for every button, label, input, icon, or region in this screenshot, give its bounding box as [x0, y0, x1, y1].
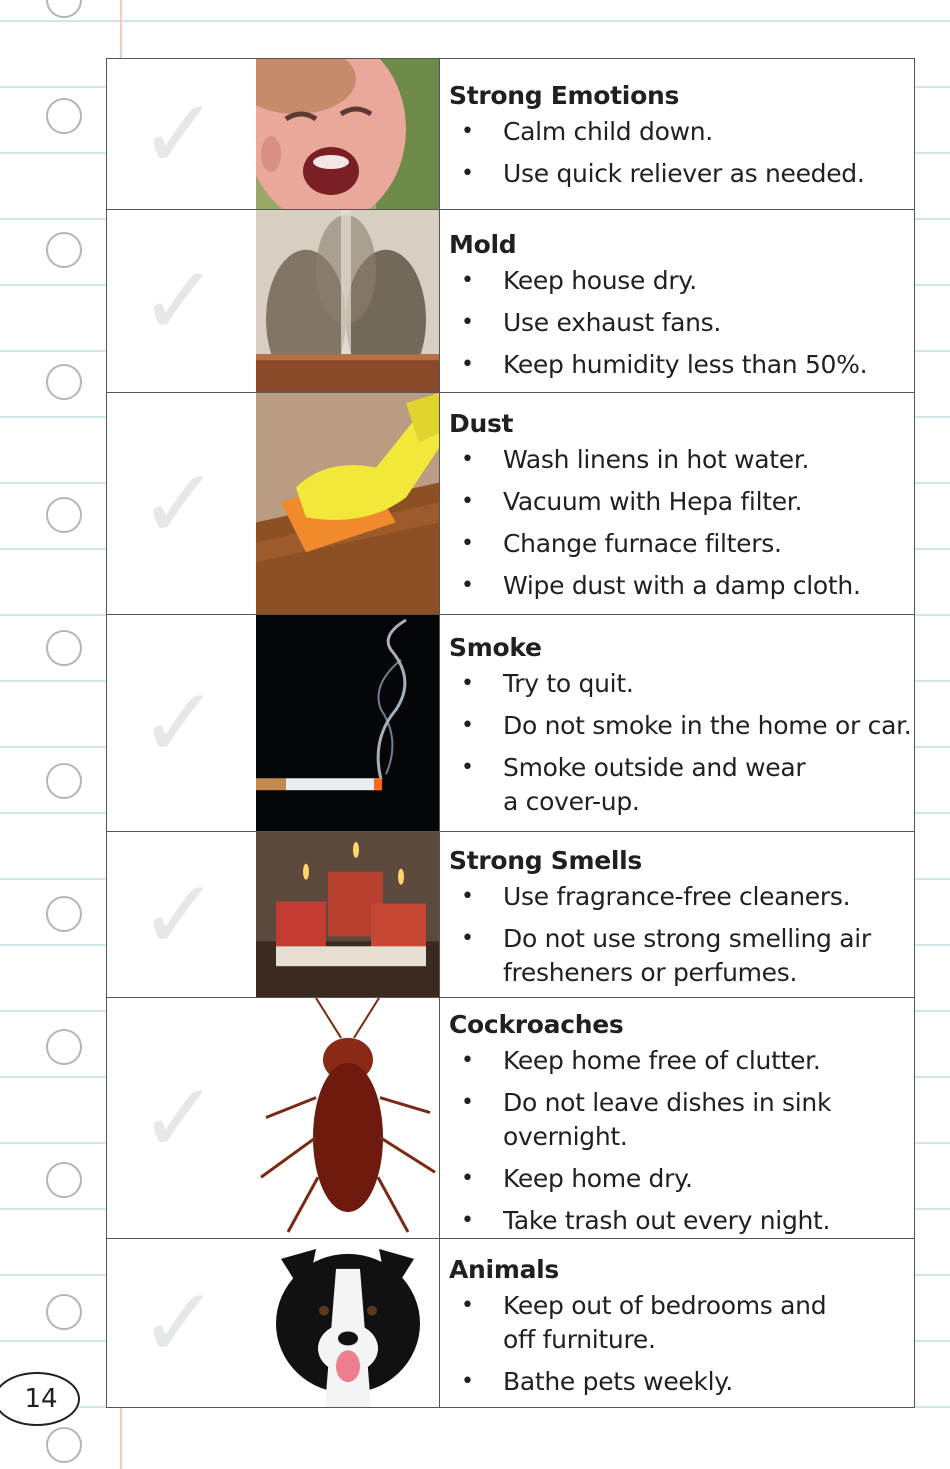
binder-hole [46, 763, 82, 799]
binder-hole [46, 630, 82, 666]
checkbox-cell[interactable] [107, 998, 256, 1238]
trigger-row-mold [107, 209, 914, 392]
tip-item: • Change furnace filters. [449, 527, 914, 561]
trigger-title: Strong Smells [449, 846, 642, 875]
binder-hole [46, 0, 82, 18]
tip-item: • Wash linens in hot water. [449, 443, 914, 477]
trigger-text [440, 1239, 914, 1407]
binder-hole [46, 1029, 82, 1065]
checkbox-cell[interactable] [107, 1239, 256, 1407]
checkbox-cell[interactable] [107, 832, 256, 997]
tip-item: • Do not leave dishes in sink overnight. [449, 1086, 914, 1154]
tip-list [449, 443, 914, 603]
trigger-text [440, 615, 914, 831]
trigger-row-animals [107, 1238, 914, 1407]
tip-item: • Do not use strong smelling air fresheners or perfumes. [449, 922, 914, 990]
page-number [0, 1372, 80, 1426]
tip-list [449, 1289, 914, 1399]
checkbox-cell[interactable] [107, 615, 256, 831]
binder-hole [46, 896, 82, 932]
trigger-title: Dust [449, 409, 514, 438]
check-icon: ✓ [139, 1267, 220, 1379]
tip-list [449, 880, 914, 990]
tip-item: • Use quick reliever as needed. [449, 157, 914, 191]
trigger-title: Mold [449, 230, 517, 259]
tip-item: • Calm child down. [449, 115, 914, 149]
tip-item: • Vacuum with Hepa filter. [449, 485, 914, 519]
tip-item: • Keep humidity less than 50%. [449, 348, 914, 382]
trigger-text [440, 998, 914, 1238]
tip-list [449, 115, 914, 191]
binder-hole [46, 364, 82, 400]
check-icon: ✓ [139, 858, 220, 971]
check-icon: ✓ [139, 447, 220, 560]
binder-hole [46, 1427, 82, 1463]
check-icon: ✓ [139, 667, 220, 779]
page-number-label: 14 [24, 1384, 58, 1414]
trigger-text [440, 59, 914, 209]
check-icon: ✓ [139, 245, 220, 357]
dusting-image [256, 393, 440, 614]
dog-image [256, 1239, 440, 1407]
binder-hole [46, 1294, 82, 1330]
tip-list [449, 264, 914, 382]
trigger-title: Strong Emotions [449, 81, 680, 110]
tip-item: • Do not smoke in the home or car. [449, 709, 914, 743]
check-icon: ✓ [139, 78, 220, 190]
tip-item: • Keep out of bedrooms and off furniture. [449, 1289, 914, 1357]
check-icon: ✓ [139, 1062, 220, 1174]
checkbox-cell[interactable] [107, 393, 256, 614]
tip-item: • Smoke outside and wear a cover-up. [449, 751, 914, 819]
tip-item: • Keep home dry. [449, 1162, 914, 1196]
trigger-text [440, 832, 914, 997]
tip-list [449, 667, 914, 819]
cigarette-image [256, 615, 440, 831]
trigger-title: Smoke [449, 633, 542, 662]
candles-image [256, 832, 440, 997]
cockroach-image [256, 998, 440, 1238]
tip-item: • Wipe dust with a damp cloth. [449, 569, 914, 603]
crying-child-image [256, 59, 440, 209]
trigger-row-smoke [107, 614, 914, 831]
tip-item: • Keep house dry. [449, 264, 914, 298]
trigger-row-strong-smells [107, 831, 914, 997]
checkbox-cell[interactable] [107, 210, 256, 392]
trigger-row-cockroaches [107, 997, 914, 1238]
tip-item: • Use fragrance-free cleaners. [449, 880, 914, 914]
trigger-text [440, 210, 914, 392]
trigger-text [440, 393, 914, 614]
binder-hole [46, 98, 82, 134]
tip-item: • Bathe pets weekly. [449, 1365, 914, 1399]
tip-item: • Use exhaust fans. [449, 306, 914, 340]
trigger-row-strong-emotions [107, 59, 914, 209]
binder-hole [46, 497, 82, 533]
trigger-title: Cockroaches [449, 1010, 624, 1039]
binder-hole [46, 1162, 82, 1198]
trigger-title: Animals [449, 1255, 559, 1284]
tip-list [449, 1044, 914, 1238]
checkbox-cell[interactable] [107, 59, 256, 209]
trigger-row-dust [107, 392, 914, 614]
triggers-table [106, 58, 915, 1408]
binder-hole [46, 232, 82, 268]
tip-item: • Take trash out every night. [449, 1204, 914, 1238]
tip-item: • Keep home free of clutter. [449, 1044, 914, 1078]
tip-item: • Try to quit. [449, 667, 914, 701]
moldy-wall-image [256, 210, 440, 392]
